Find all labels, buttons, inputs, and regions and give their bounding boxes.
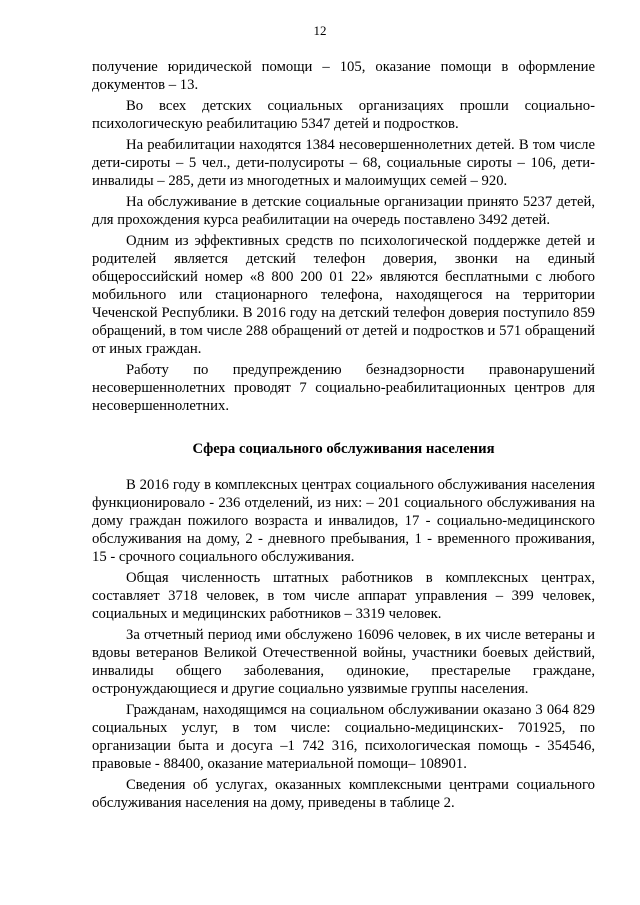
paragraph-helpline: Одним из эффективных средств по психологической поддержке детей и родителей является детский телефон доверия, звонки на единый общероссийский номер «8 800 200 01 22» являются бесплатными с любого мобильного или стационарного телефона, находящегося на территории Чеченской Республики. В 2016 году на детский телефон доверия поступило 859 обращений, в том числе 288 обращений от детей и подростков и 571 обращений от иных граждан. — [92, 233, 595, 357]
paragraph-prevention: Работу по предупреждению безнадзорности правонарушений несовершеннолетних проводят 7 социально-реабилитационных центров для несовершеннолетних. — [92, 362, 595, 414]
paragraph-rehabilitation-total: Во всех детских социальных организациях прошли социально-психологическую реабилитацию 5347 детей и подростков. — [92, 98, 595, 132]
paragraph-served: За отчетный период ими обслужено 16096 человек, в их числе ветераны и вдовы ветеранов Великой Отечественной войны, участники боевых действий, инвалиды общего заболевания, одинокие, престарелые граждане, остронуждающиеся и другие социально уязвимые группы населения. — [92, 627, 595, 697]
paragraph-services: Гражданам, находящимся на социальном обслуживании оказано 3 064 829 социальных услуг, в том числе: социально-медицинских- 701925, по организации быта и досуга –1 742 316, психологическая помощь - 354546, правовые - 88400, оказание материальной помощи– 108901. — [92, 702, 595, 772]
paragraph-rehabilitation-current: На реабилитации находятся 1384 несовершеннолетних детей. В том числе дети-сироты – 5 чел., дети-полусироты – 68, социальные сироты – 106, дети-инвалиды – 285, дети из многодетных и малоимущих семей – 920. — [92, 137, 595, 189]
paragraph-admissions: На обслуживание в детские социальные организации принято 5237 детей, для прохождения курса реабилитации на очередь поставлено 3492 детей. — [92, 194, 595, 228]
section-heading: Сфера социального обслуживания населения — [192, 441, 495, 457]
paragraph-staff: Общая численность штатных работников в комплексных центрах, составляет 3718 человек, в том числе аппарат управления – 399 человек, социальных и медицинских работников – 3319 человек. — [92, 570, 595, 622]
paragraph-table-reference: Сведения об услугах, оказанных комплексными центрами социального обслуживания населения на дому, приведены в таблице 2. — [92, 777, 595, 811]
page-number: 12 — [313, 23, 327, 38]
document-body — [92, 58, 595, 815]
paragraph-legal-help: получение юридической помощи – 105, оказание помощи в оформление документов – 13. — [92, 59, 595, 93]
paragraph-centers-departments: В 2016 году в комплексных центрах социального обслуживания населения функционировало - 236 отделений, из них: – 201 социального обслуживания на дому граждан пожилого возраста и инвалидов, 17 - социально-медицинского обслуживания на дому, 2 - дневного пребывания, 1 - временного проживания, 15 - срочного социального обслуживания. — [92, 477, 595, 565]
